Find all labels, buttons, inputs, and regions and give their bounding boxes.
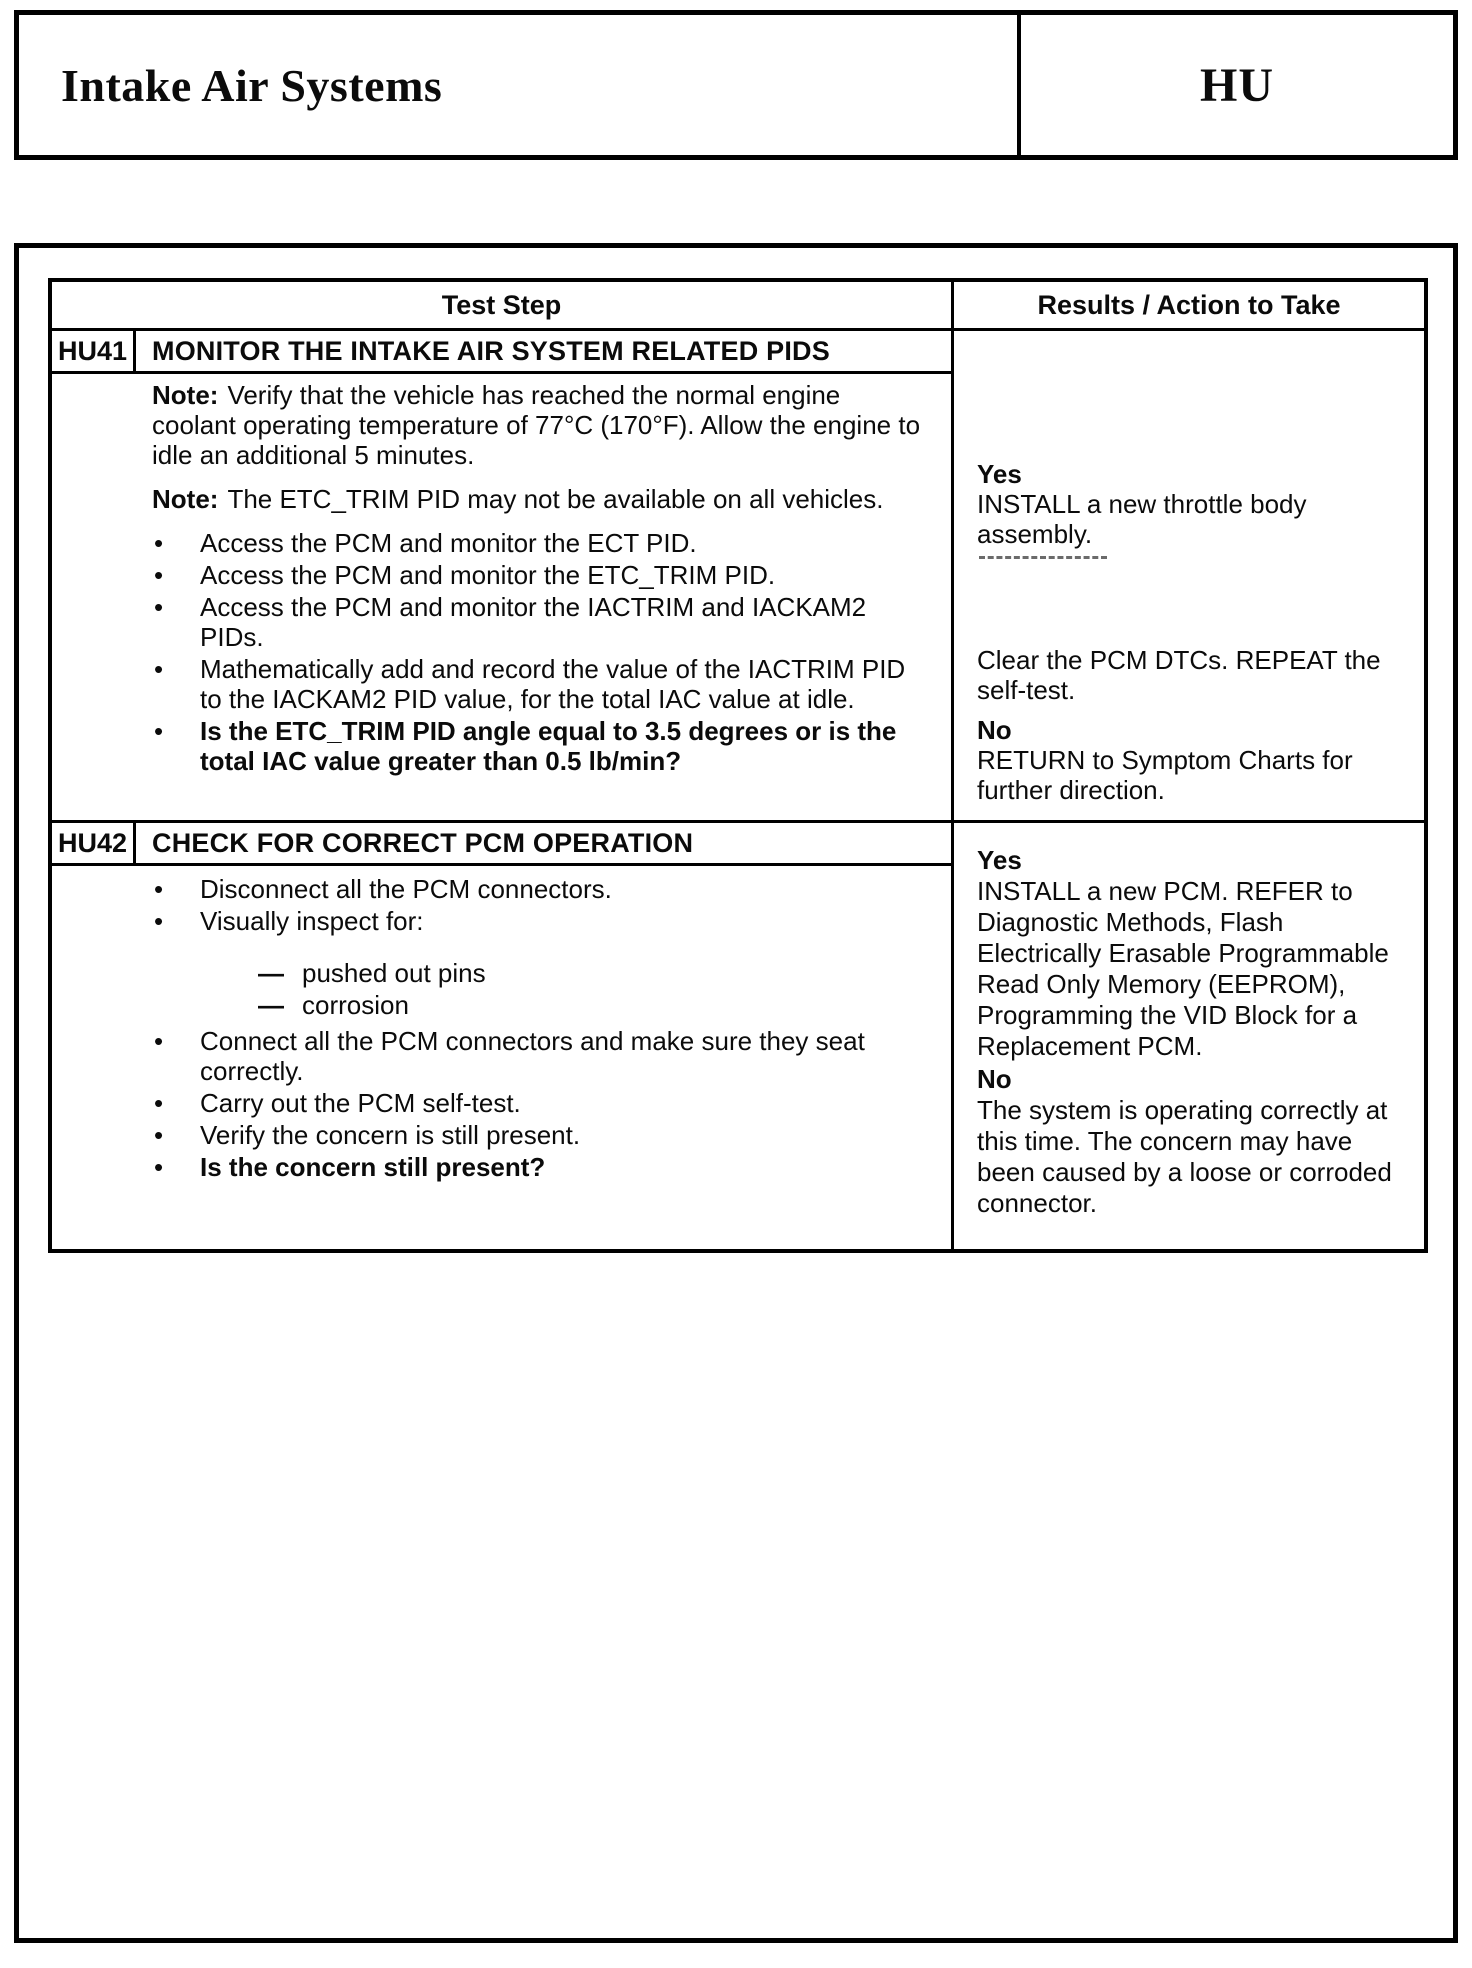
hu41-bullet-3 [152,592,923,652]
table-header-row [52,282,1424,331]
bullet-text: Access the PCM and monitor the ETC_TRIM PID. [200,560,776,590]
hu41-bullet-1 [152,528,923,558]
header-code-cell [1021,15,1453,155]
bullet-icon: • [154,716,164,746]
hu41-bullet-4 [152,654,923,714]
hu42-inspect-sublist [152,958,923,1020]
bullet-icon: • [154,874,164,904]
bullet-icon: • [154,1088,164,1118]
hu41-step-title: MONITOR THE INTAKE AIR SYSTEM RELATED PIDS [152,336,830,366]
hu42-step-body [52,866,951,1249]
hu42-subitem-1 [152,958,923,988]
bullet-icon: • [154,560,164,590]
bullet-icon: • [154,906,164,936]
hu42-bullet-2 [152,906,923,936]
hu41-no-label: No [977,715,1012,745]
hu41-step-body [52,374,951,820]
test-step-section-hu41 [52,331,1424,823]
bullet-text: Disconnect all the PCM connectors. [200,874,612,904]
dash-icon: — [258,990,284,1020]
bullet-text: Mathematically add and record the value of the IACTRIM PID to the IACKAM2 PID value, for the total IAC value at idle. [200,654,906,714]
note-text: Verify that the vehicle has reached the normal engine coolant operating temperature of 77°C (170°F). Allow the engine to idle an additional 5 minutes. [152,380,921,470]
hu42-subitem-2 [152,990,923,1020]
bullet-text: Connect all the PCM connectors and make sure they seat correctly. [200,1026,865,1086]
scan-artifact [979,556,1107,559]
hu42-results-cell [951,823,1424,1249]
hu42-title-row [52,823,951,866]
bullet-text: Is the ETC_TRIM PID angle equal to 3.5 degrees or is the total IAC value greater than 0.5 lb/min? [200,716,897,776]
hu42-step-id: HU42 [52,823,136,863]
hu42-no-label: No [977,1064,1012,1094]
bullet-icon: • [154,654,164,684]
note-label: Note: [152,380,219,410]
hu41-yes-label: Yes [977,459,1022,489]
note-label: Note: [152,484,219,514]
hu41-note-1 [152,380,923,470]
section-code: HU [1200,58,1274,112]
hu41-test-step-cell [52,331,951,820]
subitem-text: corrosion [302,990,409,1020]
bullet-text: Visually inspect for: [200,906,424,936]
hu42-yes-label: Yes [977,845,1022,875]
hu42-question-bullet [152,1152,923,1182]
hu42-yes-action: INSTALL a new PCM. REFER to Diagnostic Methods, Flash Electrically Erasable Programmable Read Only Memory (EEPROM), Programming the VID Block for a Replacement PCM. [977,876,1389,1061]
hu41-yes-action: INSTALL a new throttle body assembly. [977,489,1307,549]
pinpoint-test-table [48,278,1428,1253]
hu41-results-cell [951,331,1424,820]
hu42-bullet-3 [152,1026,923,1086]
page-title: Intake Air Systems [61,59,443,111]
bullet-icon: • [154,592,164,622]
bullet-text: Verify the concern is still present. [200,1120,581,1150]
hu42-bullet-5 [152,1120,923,1150]
column-header-test-step: Test Step [441,290,562,320]
hu42-step-title: CHECK FOR CORRECT PCM OPERATION [152,828,694,858]
hu41-bullet-2 [152,560,923,590]
subitem-text: pushed out pins [302,958,486,988]
hu42-no-action: The system is operating correctly at this time. The concern may have been caused by a loose or corroded connector. [977,1095,1392,1218]
hu41-no-action: RETURN to Symptom Charts for further direction. [977,745,1353,805]
hu42-bullet-4 [152,1088,923,1118]
dash-icon: — [258,958,284,988]
bullet-text: Is the concern still present? [200,1152,546,1182]
bullet-icon: • [154,528,164,558]
hu41-question-bullet [152,716,923,776]
header-title-cell [19,15,1021,155]
hu41-clear-action: Clear the PCM DTCs. REPEAT the self-test. [977,645,1381,705]
bullet-text: Access the PCM and monitor the IACTRIM and IACKAM2 PIDs. [200,592,867,652]
hu41-title-row [52,331,951,374]
hu42-test-step-cell [52,823,951,1249]
bullet-text: Carry out the PCM self-test. [200,1088,521,1118]
note-text: The ETC_TRIM PID may not be available on all vehicles. [227,484,884,514]
hu42-bullet-1 [152,874,923,904]
hu41-note-2 [152,484,923,514]
page-header-box [14,10,1458,160]
bullet-icon: • [154,1026,164,1056]
hu41-step-id: HU41 [52,331,136,371]
column-header-results: Results / Action to Take [951,282,1424,328]
test-step-section-hu42 [52,823,1424,1249]
bullet-text: Access the PCM and monitor the ECT PID. [200,528,697,558]
bullet-icon: • [154,1152,164,1182]
bullet-icon: • [154,1120,164,1150]
